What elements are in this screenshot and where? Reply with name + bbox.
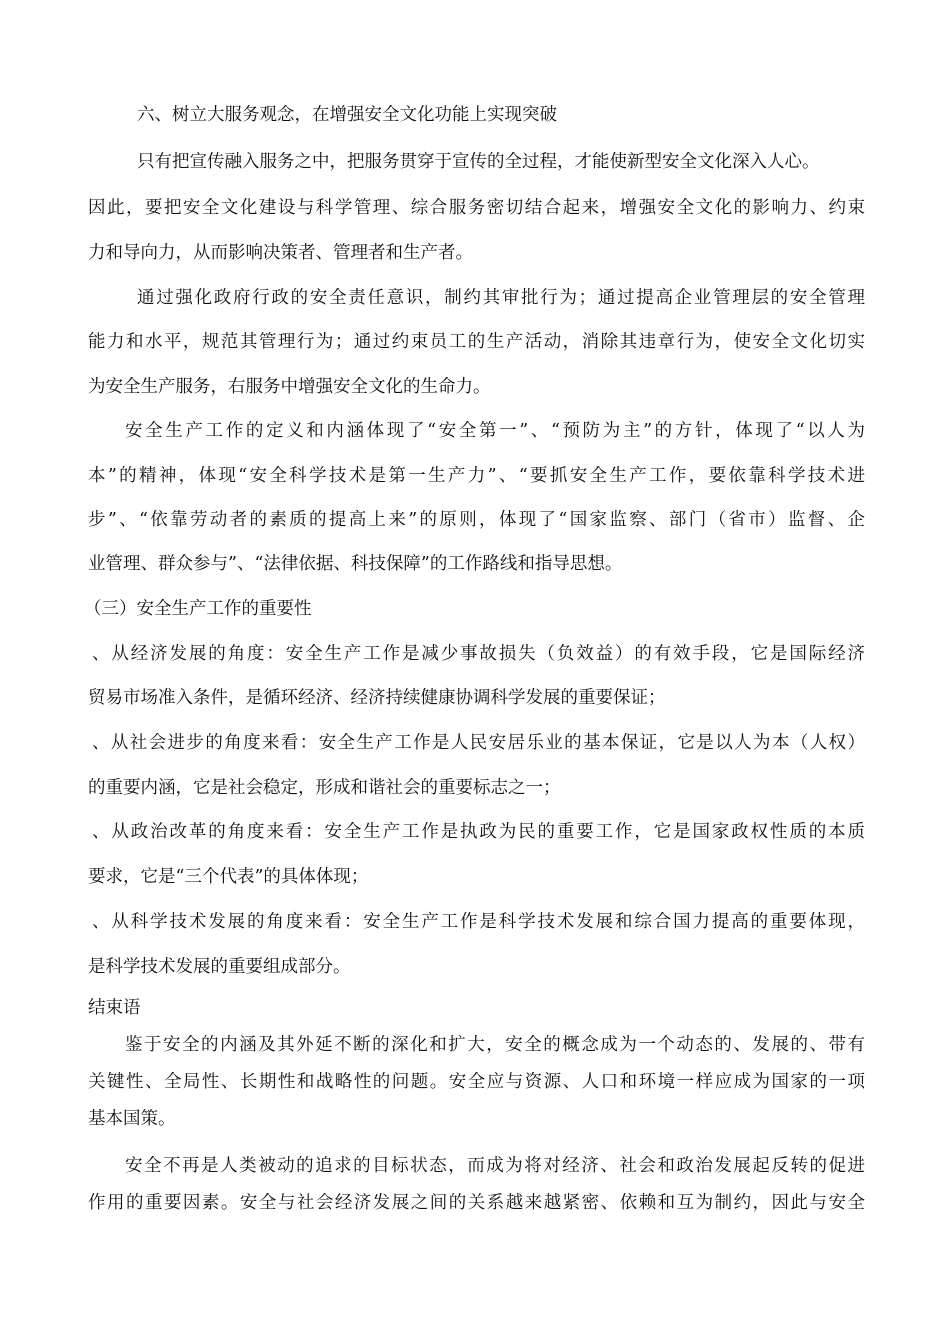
paragraph-line: 基本国策。 (88, 1109, 176, 1129)
section-heading: 结束语 (88, 998, 141, 1018)
list-item-line: 、从政治改革的角度来看：安全生产工作是执政为民的重要工作，它是国家政权性质的本质 (92, 822, 865, 842)
paragraph-line: 本”的精神，体现“安全科学技术是第一生产力”、“要抓安全生产工作，要依靠科学技术进 (88, 466, 865, 486)
paragraph-line: 关键性、全局性、长期性和战略性的问题。安全应与资源、人口和环境一样应成为国家的一项 (88, 1072, 865, 1092)
paragraph-line: 安全不再是人类被动的追求的目标状态，而成为将对经济、社会和政治发展起反转的促进 (125, 1156, 865, 1176)
list-item-line: 、从社会进步的角度来看：安全生产工作是人民安居乐业的基本保证，它是以人为本（人权） (92, 733, 865, 753)
paragraph-line: 只有把宣传融入服务之中，把服务贯穿于宣传的全过程，才能使新型安全文化深入人心。 (137, 152, 820, 172)
paragraph-line: 通过强化政府行政的安全责任意识，制约其审批行为；通过提高企业管理层的安全管理 (137, 288, 865, 308)
list-item-line: 的重要内涵，它是社会稳定，形成和谐社会的重要标志之一； (88, 778, 561, 798)
list-item-line: 要求，它是“三个代表”的具体体现； (88, 867, 369, 887)
paragraph-line: 业管理、群众参与”、“法律依据、科技保障”的工作路线和指导思想。 (88, 554, 623, 574)
paragraph-line: 力和导向力，从而影响决策者、管理者和生产者。 (88, 243, 473, 263)
paragraph-line: 作用的重要因素。安全与社会经济发展之间的关系越来越紧密、依赖和互为制约，因此与安全 (88, 1193, 865, 1213)
section-heading: （三）安全生产工作的重要性 (84, 599, 312, 619)
list-item-line: 、从经济发展的角度：安全生产工作是减少事故损失（负效益）的有效手段，它是国际经济 (92, 644, 865, 664)
paragraph-line: 为安全生产服务，右服务中增强安全文化的生命力。 (88, 377, 491, 397)
list-item-line: 是科学技术发展的重要组成部分。 (88, 957, 351, 977)
paragraph-line: 安全生产工作的定义和内涵体现了“安全第一”、“预防为主”的方针，体现了“以人为 (125, 421, 865, 441)
list-item-line: 、从科学技术发展的角度来看：安全生产工作是科学技术发展和综合国力提高的重要体现， (92, 912, 865, 932)
paragraph-line: 步”、“依靠劳动者的素质的提高上来”的原则，体现了“国家监察、部门（省市）监督、企 (88, 510, 865, 530)
list-item-line: 贸易市场准入条件，是循环经济、经济持续健康协调科学发展的重要保证； (88, 688, 666, 708)
paragraph-line: 能力和水平，规范其管理行为；通过约束员工的生产活动，消除其违章行为，使安全文化切实 (88, 332, 865, 352)
section-heading: 六、树立大服务观念，在增强安全文化功能上实现突破 (137, 105, 557, 125)
paragraph-line: 鉴于安全的内涵及其外延不断的深化和扩大，安全的概念成为一个动态的、发展的、带有 (125, 1035, 865, 1055)
paragraph-line: 因此，要把安全文化建设与科学管理、综合服务密切结合起来，增强安全文化的影响力、约束 (88, 198, 865, 218)
